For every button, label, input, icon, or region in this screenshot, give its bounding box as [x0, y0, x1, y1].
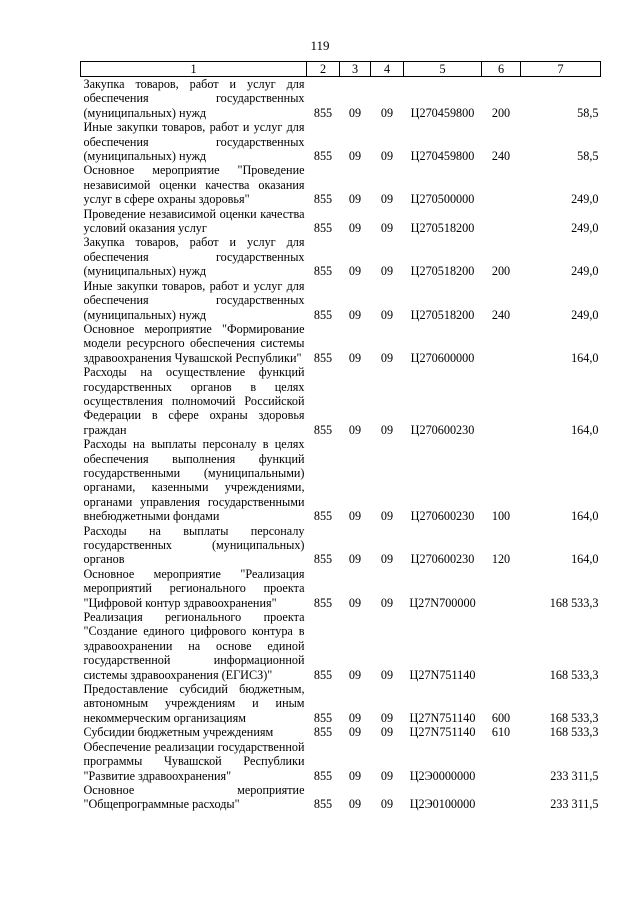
amount: 58,5: [577, 149, 599, 164]
target-article-code: Ц2Э0100000: [409, 797, 476, 812]
amount: 168 533,3: [549, 725, 599, 740]
ministry-code: 855: [313, 422, 333, 437]
target-article-code: Ц270459800: [410, 105, 475, 120]
section-code: 09: [348, 221, 362, 236]
expense-type-code: [482, 163, 521, 206]
subsection-code: 09: [380, 667, 394, 682]
item-name: Проведение независимой оценки качества условий оказания услуг: [83, 206, 305, 236]
table-row: [81, 740, 601, 783]
subsection-code: 09: [380, 422, 394, 437]
expense-type-code: [482, 783, 521, 812]
target-article-code: Ц270518200: [410, 221, 475, 236]
ministry-code: 855: [313, 509, 333, 524]
table-row: [81, 322, 601, 365]
section-code: 09: [348, 350, 362, 365]
subsection-code: 09: [380, 595, 394, 610]
table-row: [81, 725, 601, 739]
ministry-code: 855: [313, 149, 333, 164]
item-name: Расходы на осуществление функций государственных органов в целях осуществления полномочий Российской Федерации в сфере охраны здоровья граждан: [83, 365, 305, 437]
subsection-code: 09: [380, 307, 394, 322]
target-article-code: Ц27N751140: [409, 667, 476, 682]
table-row: [81, 279, 601, 322]
column-header: 1: [81, 62, 307, 77]
section-code: 09: [348, 192, 362, 207]
expense-type-code: [482, 322, 521, 365]
subsection-code: 09: [380, 105, 394, 120]
item-name: Обеспечение реализации государственной программы Чувашской Республики "Развитие здравоохранения": [83, 739, 305, 783]
ministry-code: 855: [313, 768, 333, 783]
table-body: [81, 77, 601, 812]
expense-type-code: [482, 365, 521, 437]
expense-type-code: 240: [491, 149, 511, 164]
table-row: [81, 682, 601, 725]
amount: 168 533,3: [549, 667, 599, 682]
section-code: 09: [348, 595, 362, 610]
table-row: [81, 207, 601, 236]
column-header: 5: [404, 62, 482, 77]
expense-type-code: 240: [491, 307, 511, 322]
amount: 164,0: [571, 552, 599, 567]
target-article-code: Ц270518200: [410, 307, 475, 322]
subsection-code: 09: [380, 221, 394, 236]
table-row: [81, 163, 601, 206]
ministry-code: 855: [313, 221, 333, 236]
table-row: [81, 120, 601, 163]
amount: 168 533,3: [549, 710, 599, 725]
ministry-code: 855: [313, 595, 333, 610]
item-name: Основное мероприятие "Общепрограммные расходы": [83, 782, 305, 812]
ministry-code: 855: [313, 264, 333, 279]
expense-type-code: [482, 610, 521, 682]
target-article-code: Ц2Э0000000: [409, 768, 476, 783]
table-row: [81, 610, 601, 682]
ministry-code: 855: [313, 307, 333, 322]
subsection-code: 09: [380, 350, 394, 365]
section-code: 09: [348, 725, 362, 740]
table-header-row: [81, 62, 601, 77]
target-article-code: Ц27N751140: [409, 710, 476, 725]
section-code: 09: [348, 422, 362, 437]
section-code: 09: [348, 264, 362, 279]
section-code: 09: [348, 509, 362, 524]
target-article-code: Ц270600000: [410, 350, 475, 365]
expense-type-code: 600: [491, 710, 511, 725]
column-header: 6: [482, 62, 521, 77]
subsection-code: 09: [380, 797, 394, 812]
item-name: Закупка товаров, работ и услуг для обеспечения государственных (муниципальных) нужд: [83, 235, 305, 279]
ministry-code: 855: [313, 105, 333, 120]
subsection-code: 09: [380, 768, 394, 783]
item-name: Предоставление субсидий бюджетным, автономным учреждениям и иным некоммерческим организациям: [83, 682, 305, 725]
expense-type-code: 200: [491, 264, 511, 279]
expense-type-code: 610: [491, 725, 511, 740]
ministry-code: 855: [313, 192, 333, 207]
column-header: 4: [371, 62, 404, 77]
section-code: 09: [348, 552, 362, 567]
item-name: Основное мероприятие "Проведение независимой оценки качества оказания услуг в сфере охраны здоровья": [83, 163, 305, 207]
ministry-code: 855: [313, 725, 333, 740]
page-number: 119: [310, 38, 330, 53]
amount: 168 533,3: [549, 595, 599, 610]
amount: 233 311,5: [550, 768, 599, 783]
target-article-code: Ц270600230: [410, 422, 475, 437]
ministry-code: 855: [313, 710, 333, 725]
section-code: 09: [348, 149, 362, 164]
subsection-code: 09: [380, 509, 394, 524]
ministry-code: 855: [313, 350, 333, 365]
amount: 164,0: [571, 422, 599, 437]
subsection-code: 09: [380, 192, 394, 207]
column-header: 2: [307, 62, 340, 77]
table-row: [81, 783, 601, 812]
item-name: Расходы на выплаты персоналу государственных (муниципальных) органов: [83, 523, 305, 567]
amount: 249,0: [571, 192, 599, 207]
amount: 249,0: [571, 307, 599, 322]
subsection-code: 09: [380, 710, 394, 725]
section-code: 09: [348, 105, 362, 120]
ministry-code: 855: [313, 667, 333, 682]
item-name: Основное мероприятие "Реализация мероприятий регионального проекта "Цифровой контур здравоохранения": [83, 566, 305, 610]
item-name: Субсидии бюджетным учреждениям: [83, 725, 274, 740]
item-name: Основное мероприятие "Формирование модели ресурсного обеспечения системы здравоохранения Чувашской Республики": [83, 321, 305, 365]
section-code: 09: [348, 768, 362, 783]
item-name: Реализация регионального проекта "Создание единого цифрового контура в здравоохранении на основе единой государственной информационной системы здравоохранения (ЕГИСЗ)": [83, 610, 305, 682]
amount: 249,0: [571, 264, 599, 279]
target-article-code: Ц27N700000: [409, 595, 476, 610]
expense-type-code: [482, 207, 521, 236]
expense-type-code: 120: [491, 552, 511, 567]
section-code: 09: [348, 307, 362, 322]
section-code: 09: [348, 797, 362, 812]
amount: 249,0: [571, 221, 599, 236]
expense-type-code: 100: [491, 509, 511, 524]
section-code: 09: [348, 710, 362, 725]
table-row: [81, 567, 601, 610]
item-name: Иные закупки товаров, работ и услуг для обеспечения государственных (муниципальных) нужд: [83, 278, 305, 322]
section-code: 09: [348, 667, 362, 682]
target-article-code: Ц27N751140: [409, 725, 476, 740]
column-header: 3: [340, 62, 371, 77]
item-name: Иные закупки товаров, работ и услуг для обеспечения государственных (муниципальных) нужд: [83, 120, 305, 164]
table-row: [81, 365, 601, 437]
table-row: [81, 77, 601, 121]
budget-table: [80, 61, 601, 812]
table-row: [81, 437, 601, 523]
subsection-code: 09: [380, 149, 394, 164]
expense-type-code: [482, 740, 521, 783]
table-row: [81, 524, 601, 567]
ministry-code: 855: [313, 552, 333, 567]
amount: 164,0: [571, 509, 599, 524]
amount: 164,0: [571, 350, 599, 365]
expense-type-code: [482, 567, 521, 610]
subsection-code: 09: [380, 264, 394, 279]
target-article-code: Ц270518200: [410, 264, 475, 279]
column-header: 7: [521, 62, 601, 77]
amount: 233 311,5: [550, 797, 599, 812]
expense-type-code: 200: [491, 105, 511, 120]
target-article-code: Ц270459800: [410, 149, 475, 164]
target-article-code: Ц270500000: [410, 192, 475, 207]
target-article-code: Ц270600230: [410, 552, 475, 567]
item-name: Закупка товаров, работ и услуг для обеспечения государственных (муниципальных) нужд: [83, 77, 305, 120]
amount: 58,5: [577, 105, 599, 120]
subsection-code: 09: [380, 552, 394, 567]
ministry-code: 855: [313, 797, 333, 812]
table-row: [81, 235, 601, 278]
target-article-code: Ц270600230: [410, 509, 475, 524]
subsection-code: 09: [380, 725, 394, 740]
item-name: Расходы на выплаты персоналу в целях обеспечения выполнения функций государственными (муниципальными) органами, казенными учреждениями, органами управления государственными внебюджетными фондами: [83, 437, 305, 524]
